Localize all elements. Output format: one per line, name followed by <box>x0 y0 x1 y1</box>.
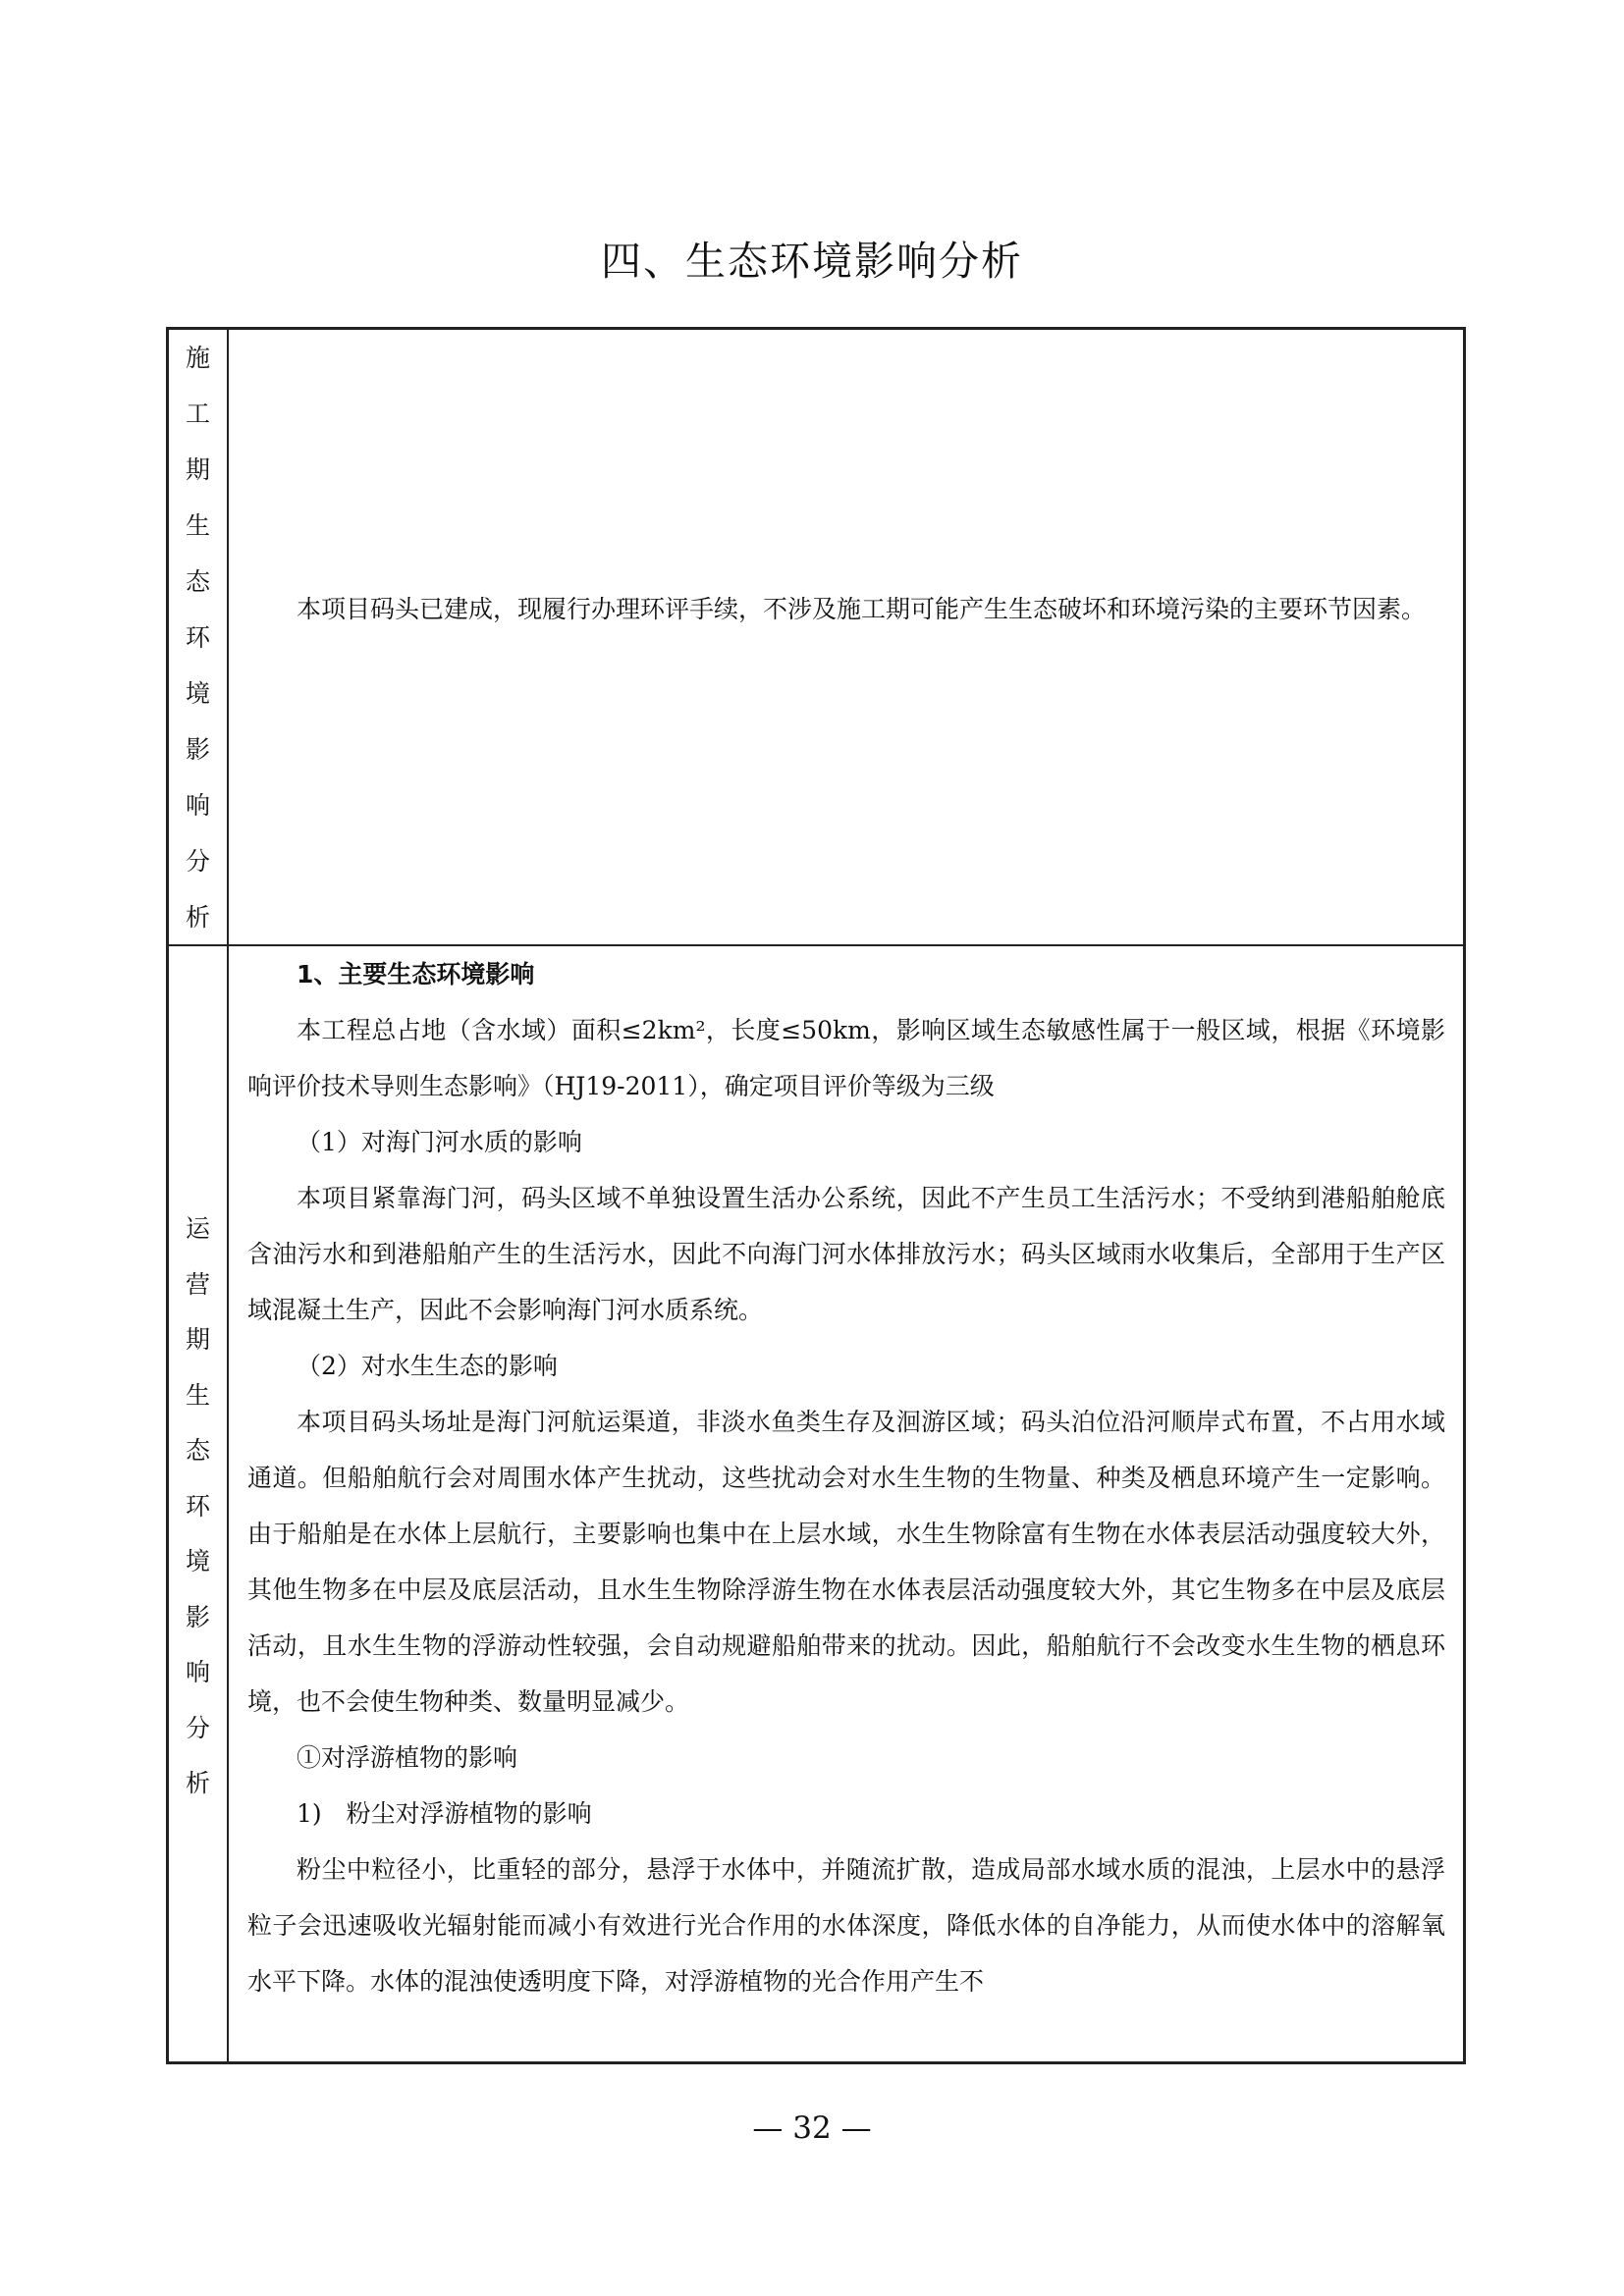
label-char: 析 <box>185 1769 210 1797</box>
paragraph: 粉尘中粒径小，比重轻的部分，悬浮于水体中，并随流扩散，造成局部水域水质的混浊，上层水中的悬浮粒子会迅速吸收光辐射能而减小有效进行光合作用的水体深度，降低水体的自净能力，从而使水体中的溶解氧水平下降。水体的混浊使透明度下降，对浮游植物的光合作用产生不 <box>247 1855 1445 1996</box>
operation-period-content <box>247 946 1445 2009</box>
page-number: — 32 — <box>752 2110 872 2146</box>
label-char: 分 <box>185 847 210 876</box>
label-char: 期 <box>185 455 210 484</box>
label-char: 生 <box>185 1380 210 1410</box>
label-char: 期 <box>185 1325 210 1354</box>
label-char: 分 <box>185 1713 210 1742</box>
paragraph: 本项目码头场址是海门河航运渠道，非淡水鱼类生存及洄游区域；码头泊位沿河顺岸式布置，不占用水域通道。但船舶航行会对周围水体产生扰动，这些扰动会对水生生物的生物量、种类及栖息环境产生一定影响。由于船舶是在水体上层航行，主要影响也集中在上层水域，水生生物除富有生物在水体表层活动强度较大外，其他生物多在中层及底层活动，且水生生物除浮游生物在水体表层活动强度较大外，其它生物多在中层及底层活动，且水生生物的浮游动性较强，会自动规避船舶带来的扰动。因此，船舶航行不会改变水生生物的栖息环境，也不会使生物种类、数量明显减少。 <box>247 1408 1445 1716</box>
label-char: 态 <box>185 567 210 596</box>
label-char: 境 <box>185 679 210 708</box>
label-char: 生 <box>185 511 210 540</box>
label-char: 境 <box>185 1547 210 1575</box>
label-char: 环 <box>185 1491 210 1521</box>
column-divider <box>227 330 229 2061</box>
sub-heading: 1) 粉尘对浮游植物的影响 <box>297 1799 592 1828</box>
paragraph: 本项目紧靠海门河，码头区域不单独设置生活办公系统，因此不产生员工生活污水；不受纳到港船舶舱底含油污水和到港船舶产生的生活污水，因此不向海门河水体排放污水；码头区域雨水收集后，全部用于生产区域混凝土生产，因此不会影响海门河水质系统。 <box>247 1184 1445 1324</box>
label-char: 环 <box>185 623 210 652</box>
label-char: 态 <box>185 1436 210 1465</box>
analysis-table <box>166 327 1466 2064</box>
label-char: 影 <box>185 735 210 764</box>
operation-period-label <box>169 1201 227 1812</box>
construction-period-label <box>169 330 227 945</box>
section-heading: 1、主要生态环境影响 <box>297 960 535 988</box>
label-char: 响 <box>185 791 210 820</box>
paragraph: 本工程总占地（含水域）面积≤2km²，长度≤50km，影响区域生态敏感性属于一般区域，根据《环境影响评价技术导则生态影响》（HJ19-2011），确定项目评价等级为三级 <box>247 1016 1445 1100</box>
construction-paragraph: 本项目码头已建成，现履行办理环评手续，不涉及施工期可能产生生态破坏和环境污染的主要环节因素。 <box>297 595 1427 623</box>
sub-heading: （1）对海门河水质的影响 <box>297 1128 582 1156</box>
sub-heading: （2）对水生生态的影响 <box>297 1352 558 1380</box>
label-char: 响 <box>185 1658 210 1686</box>
page-title: 四、生态环境影响分析 <box>601 238 1023 285</box>
label-char: 营 <box>185 1269 210 1299</box>
label-char: 析 <box>185 903 210 932</box>
sub-heading: ①对浮游植物的影响 <box>297 1743 518 1772</box>
label-char: 施 <box>185 344 210 372</box>
construction-period-content <box>247 581 1445 637</box>
label-char: 工 <box>185 400 210 428</box>
label-char: 运 <box>185 1214 210 1243</box>
label-char: 影 <box>185 1602 210 1631</box>
